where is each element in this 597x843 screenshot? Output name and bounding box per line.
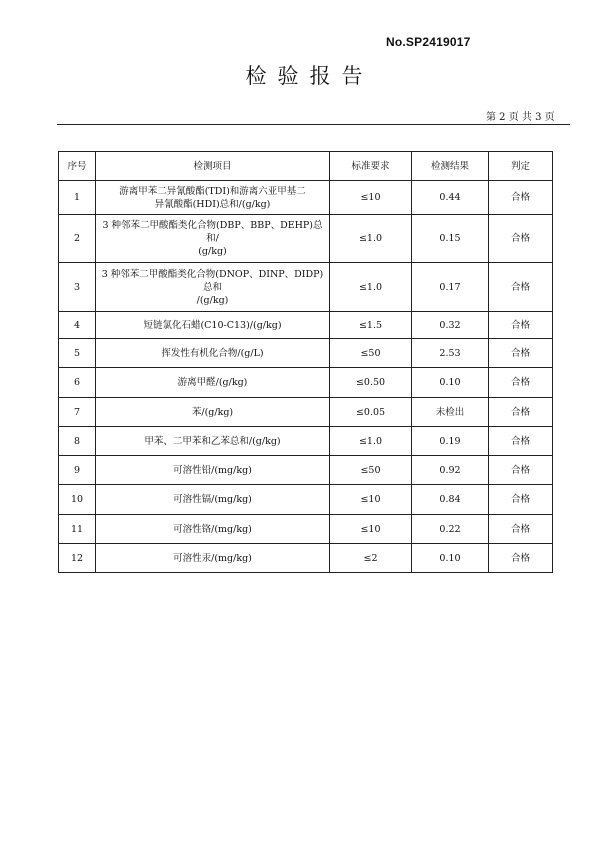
table-row	[59, 456, 553, 485]
table-row	[59, 215, 553, 263]
table-row	[59, 312, 553, 339]
test-item-cell: 甲苯、二甲苯和乙苯总和/(g/kg)	[96, 427, 330, 456]
test-result-cell: 0.17	[412, 263, 489, 312]
row-number-cell: 2	[59, 215, 96, 263]
test-item-cell: 挥发性有机化合物/(g/L)	[96, 339, 330, 368]
row-number-cell: 1	[59, 181, 96, 215]
page-title: 检验报告	[245, 64, 374, 88]
table-row	[59, 368, 553, 398]
verdict-cell: 合格	[489, 263, 553, 312]
verdict-cell: 合格	[489, 398, 553, 427]
verdict-cell: 合格	[489, 339, 553, 368]
table-row	[59, 427, 553, 456]
table-row	[59, 398, 553, 427]
table-row	[59, 181, 553, 215]
test-result-cell: 0.44	[412, 181, 489, 215]
test-result-cell: 0.10	[412, 368, 489, 398]
verdict-cell: 合格	[489, 181, 553, 215]
test-item-cell: 游离甲苯二异氰酸酯(TDI)和游离六亚甲基二 异氰酸酯(HDI)总和/(g/kg)	[96, 181, 330, 215]
test-result-cell: 未检出	[412, 398, 489, 427]
table-row	[59, 515, 553, 544]
test-result-cell: 0.32	[412, 312, 489, 339]
standard-requirement-cell: ≤1.5	[330, 312, 412, 339]
standard-requirement-cell: ≤50	[330, 456, 412, 485]
column-header-result: 检测结果	[412, 152, 489, 181]
report-number: No.SP2419017	[386, 35, 471, 49]
test-item-cell: 可溶性镉/(mg/kg)	[96, 485, 330, 515]
standard-requirement-cell: ≤1.0	[330, 427, 412, 456]
table-row	[59, 263, 553, 312]
table-row	[59, 485, 553, 515]
test-result-cell: 0.19	[412, 427, 489, 456]
verdict-cell: 合格	[489, 456, 553, 485]
test-item-cell: 苯/(g/kg)	[96, 398, 330, 427]
row-number-cell: 6	[59, 368, 96, 398]
header-divider	[57, 124, 570, 125]
row-number-cell: 9	[59, 456, 96, 485]
column-header-verdict: 判定	[489, 152, 553, 181]
standard-requirement-cell: ≤1.0	[330, 215, 412, 263]
standard-requirement-cell: ≤2	[330, 544, 412, 573]
row-number-cell: 10	[59, 485, 96, 515]
verdict-cell: 合格	[489, 485, 553, 515]
row-number-cell: 12	[59, 544, 96, 573]
test-item-cell: 短链氯化石蜡(C10-C13)/(g/kg)	[96, 312, 330, 339]
row-number-cell: 8	[59, 427, 96, 456]
standard-requirement-cell: ≤0.05	[330, 398, 412, 427]
verdict-cell: 合格	[489, 312, 553, 339]
column-header-standard: 标准要求	[330, 152, 412, 181]
standard-requirement-cell: ≤1.0	[330, 263, 412, 312]
column-header-no: 序号	[59, 152, 96, 181]
test-result-cell: 0.84	[412, 485, 489, 515]
test-item-cell: 可溶性汞/(mg/kg)	[96, 544, 330, 573]
table-row	[59, 544, 553, 573]
column-header-item: 检测项目	[96, 152, 330, 181]
verdict-cell: 合格	[489, 515, 553, 544]
row-number-cell: 11	[59, 515, 96, 544]
standard-requirement-cell: ≤10	[330, 485, 412, 515]
verdict-cell: 合格	[489, 215, 553, 263]
standard-requirement-cell: ≤50	[330, 339, 412, 368]
standard-requirement-cell: ≤0.50	[330, 368, 412, 398]
verdict-cell: 合格	[489, 368, 553, 398]
test-result-cell: 0.22	[412, 515, 489, 544]
table-row	[59, 339, 553, 368]
table-body	[59, 181, 553, 573]
standard-requirement-cell: ≤10	[330, 181, 412, 215]
page-indicator: 第 2 页 共 3 页	[486, 112, 555, 123]
row-number-cell: 4	[59, 312, 96, 339]
standard-requirement-cell: ≤10	[330, 515, 412, 544]
test-item-cell: 可溶性铬/(mg/kg)	[96, 515, 330, 544]
test-item-cell: 3 种邻苯二甲酸酯类化合物(DNOP、DINP、DIDP) 总和 /(g/kg)	[96, 263, 330, 312]
test-item-cell: 3 种邻苯二甲酸酯类化合物(DBP、BBP、DEHP)总 和/ (g/kg)	[96, 215, 330, 263]
row-number-cell: 7	[59, 398, 96, 427]
row-number-cell: 5	[59, 339, 96, 368]
test-result-cell: 2.53	[412, 339, 489, 368]
row-number-cell: 3	[59, 263, 96, 312]
verdict-cell: 合格	[489, 544, 553, 573]
test-result-cell: 0.10	[412, 544, 489, 573]
test-item-cell: 游离甲醛/(g/kg)	[96, 368, 330, 398]
test-result-cell: 0.92	[412, 456, 489, 485]
table-header-row	[59, 152, 553, 181]
verdict-cell: 合格	[489, 427, 553, 456]
test-item-cell: 可溶性铅/(mg/kg)	[96, 456, 330, 485]
test-result-cell: 0.15	[412, 215, 489, 263]
test-results-table	[58, 151, 553, 573]
